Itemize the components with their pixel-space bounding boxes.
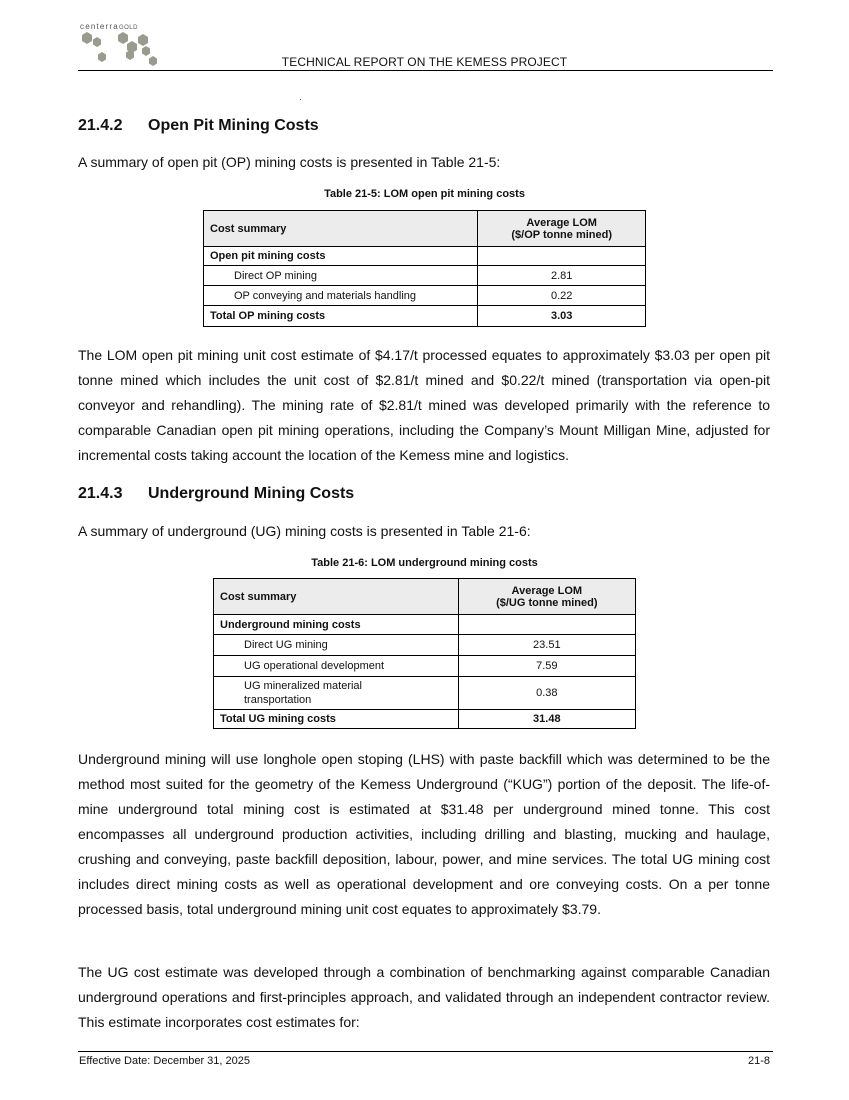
op-cost-table — [203, 210, 646, 327]
row-value: 0.22 — [478, 286, 646, 306]
header-divider — [78, 70, 773, 71]
group-value-empty — [478, 247, 646, 266]
ug-paragraph-1: Underground mining will use longhole open stoping (LHS) with paste backfill which was determined to be the method most suited for the geometry of the Kemess Underground (“KUG”) portion of the deposit. The life-of-mine underground total mining cost is estimated at $31.48 per underground mined tonne. This cost encompasses all underground production activities, including drilling and blasting, mucking and haulage, crushing and conveying, paste backfill deposition, labour, power, and mine services. The total UG mining cost includes direct mining costs as well as operational development and ore conveying costs. On a per tonne processed basis, total underground mining unit cost equates to approximately $3.79. — [78, 751, 770, 917]
footer-divider — [78, 1051, 773, 1052]
table-caption-ug: Table 21-6: LOM underground mining costs — [311, 557, 538, 569]
total-label: Total UG mining costs — [214, 710, 459, 729]
section-number: 21.4.3 — [78, 485, 123, 502]
header-average-lom — [458, 579, 635, 615]
table-row — [204, 266, 646, 286]
group-value-empty — [458, 615, 635, 635]
row-label: OP conveying and materials handling — [204, 286, 478, 306]
table-row — [204, 286, 646, 306]
table-caption-op: Table 21-5: LOM open pit mining costs — [324, 188, 525, 200]
table-group-row — [214, 615, 636, 635]
logo-wordmark — [80, 22, 138, 31]
table-group-row — [204, 247, 646, 266]
header-line-2: ($/UG tonne mined) — [496, 596, 598, 609]
row-label: Direct OP mining — [204, 266, 478, 286]
section-heading-op — [78, 117, 319, 135]
footer-page-number: 21-8 — [747, 1055, 770, 1067]
op-paragraph: The LOM open pit mining unit cost estimate of $4.17/t processed equates to approximately $3.03 per open pit tonne mined which includes the unit cost of $2.81/t mined and $0.22/t mined (transportation via open-pit conveyor and rehandling). The mining rate of $2.81/t mined was developed primarily with the reference to comparable Canadian open pit mining operations, including the Company’s Mount Milligan Mine, adjusted for incremental costs taking account the location of the Kemess mine and logistics. — [78, 347, 770, 463]
header-cost-summary: Cost summary — [204, 211, 478, 247]
section-title: Underground Mining Costs — [148, 485, 355, 502]
report-header-title: TECHNICAL REPORT ON THE KEMESS PROJECT — [281, 55, 568, 69]
ug-cost-table — [213, 578, 636, 729]
row-label: UG operational development — [214, 656, 459, 677]
logo-text: centerra — [80, 22, 119, 31]
ug-paragraph-2: The UG cost estimate was developed through a combination of benchmarking against comparable Canadian underground operations and first-principles approach, and validated through an independent contractor review. This estimate incorporates cost estimates for: — [78, 964, 770, 1030]
header-line-1: Average LOM — [526, 216, 597, 229]
group-label: Open pit mining costs — [204, 247, 478, 266]
table-row — [214, 677, 636, 710]
section-title: Open Pit Mining Costs — [148, 117, 319, 134]
header-average-lom — [478, 211, 646, 247]
total-label: Total OP mining costs — [204, 306, 478, 327]
footer-effective-date: Effective Date: December 31, 2025 — [79, 1055, 251, 1067]
total-value: 31.48 — [458, 710, 635, 729]
row-value: 0.38 — [458, 677, 635, 710]
section-heading-ug — [78, 485, 354, 503]
stray-dot — [300, 99, 301, 100]
table-row — [214, 656, 636, 677]
header-line-2: ($/OP tonne mined) — [511, 228, 612, 241]
row-value: 2.81 — [478, 266, 646, 286]
table-total-row — [214, 710, 636, 729]
op-intro: A summary of open pit (OP) mining costs is presented in Table 21-5: — [78, 154, 501, 170]
header-cost-summary: Cost summary — [214, 579, 459, 615]
row-value: 7.59 — [458, 656, 635, 677]
table-header-row — [204, 211, 646, 247]
ug-intro: A summary of underground (UG) mining costs is presented in Table 21-6: — [78, 523, 531, 539]
row-label: UG mineralized material transportation — [214, 677, 459, 710]
row-value: 23.51 — [458, 635, 635, 656]
section-number: 21.4.2 — [78, 117, 123, 134]
table-total-row — [204, 306, 646, 327]
table-header-row — [214, 579, 636, 615]
logo-suffix: GOLD — [118, 25, 138, 31]
header-line-1: Average LOM — [511, 584, 583, 597]
total-value: 3.03 — [478, 306, 646, 327]
group-label: Underground mining costs — [214, 615, 459, 635]
table-row — [214, 635, 636, 656]
row-label: Direct UG mining — [214, 635, 459, 656]
